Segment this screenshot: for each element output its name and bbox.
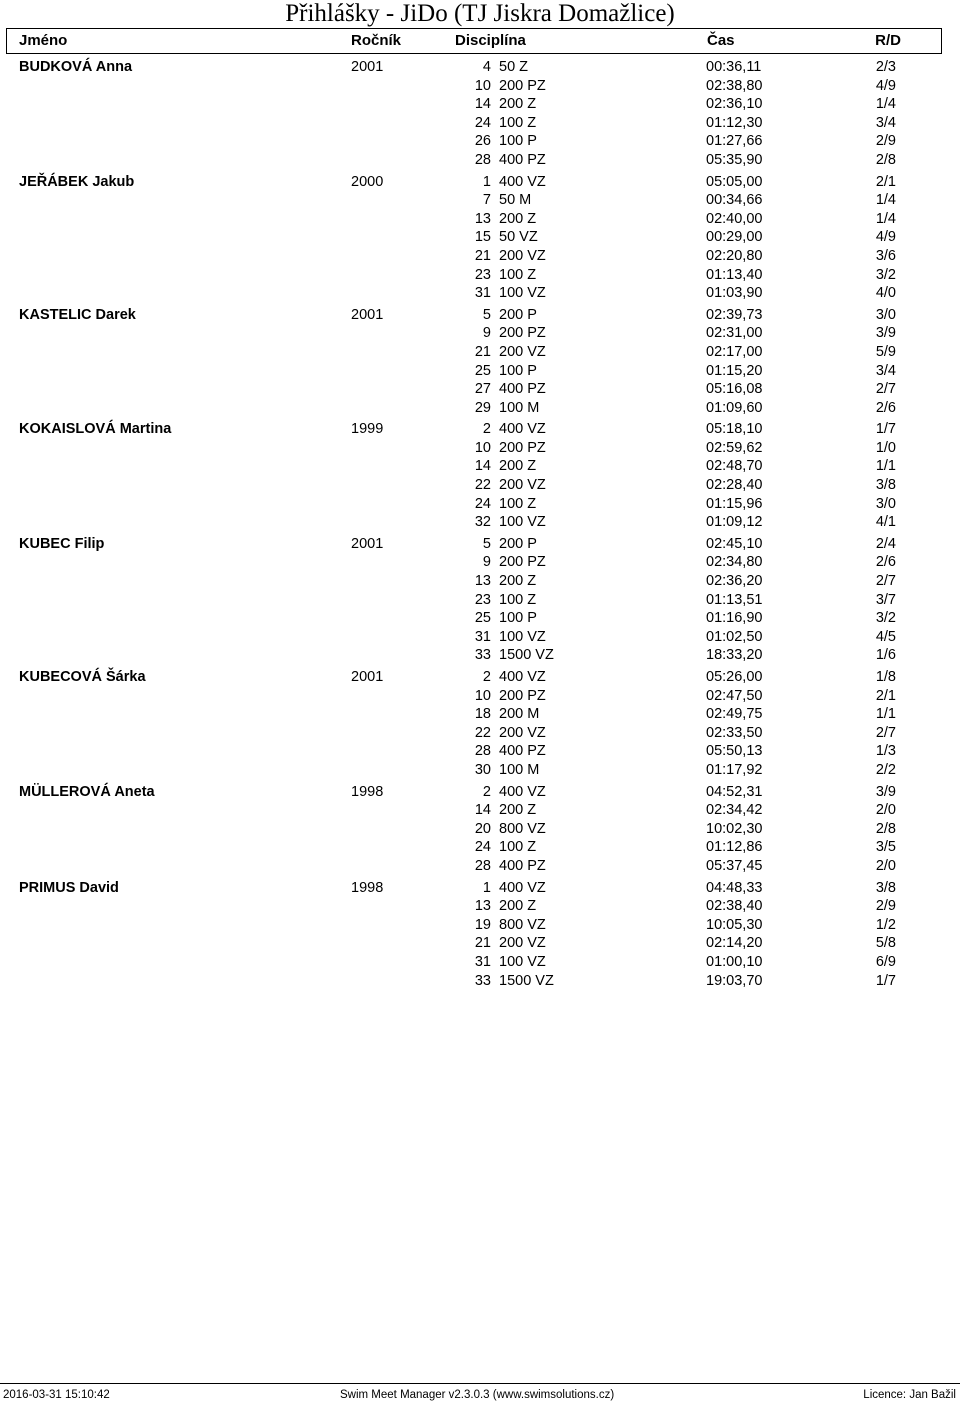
table-row xyxy=(0,210,960,229)
event-discipline: 100 VZ xyxy=(499,285,546,302)
event-number: 28 xyxy=(474,151,491,168)
heat-lane: 2/6 xyxy=(875,554,896,571)
heat-lane: 3/4 xyxy=(875,362,896,379)
heat-lane: 1/6 xyxy=(875,647,896,664)
table-row xyxy=(0,324,960,343)
event-number: 21 xyxy=(474,343,491,360)
swimmer-entry xyxy=(0,783,960,876)
event-discipline: 1500 VZ xyxy=(499,972,554,989)
event-discipline: 200 VZ xyxy=(499,247,546,264)
event-number: 31 xyxy=(474,285,491,302)
entry-time: 05:37,45 xyxy=(706,857,763,874)
event-discipline: 200 Z xyxy=(499,210,537,227)
footer-license: Licence: Jan Bažil xyxy=(863,1389,956,1401)
event-number: 13 xyxy=(474,210,491,227)
event-number: 31 xyxy=(474,628,491,645)
heat-lane: 2/7 xyxy=(875,381,896,398)
event-discipline: 100 VZ xyxy=(499,628,546,645)
heat-lane: 1/3 xyxy=(875,743,896,760)
heat-lane: 2/7 xyxy=(875,724,896,741)
event-discipline: 200 P xyxy=(499,535,537,552)
footer-datetime: 2016-03-31 15:10:42 xyxy=(3,1389,110,1401)
event-number: 10 xyxy=(474,687,491,704)
event-discipline: 50 VZ xyxy=(499,229,538,246)
event-discipline: 400 PZ xyxy=(499,743,546,760)
entry-time: 02:20,80 xyxy=(706,247,763,264)
table-row xyxy=(0,114,960,133)
event-number: 30 xyxy=(474,761,491,778)
table-row xyxy=(0,742,960,761)
event-number: 5 xyxy=(482,306,491,323)
table-row xyxy=(0,284,960,303)
event-number: 10 xyxy=(474,77,491,94)
event-number: 14 xyxy=(474,802,491,819)
entry-time: 02:38,80 xyxy=(706,77,763,94)
heat-lane: 5/9 xyxy=(875,343,896,360)
event-number: 33 xyxy=(474,647,491,664)
event-discipline: 200 Z xyxy=(499,573,537,590)
table-row xyxy=(0,879,960,898)
event-number: 26 xyxy=(474,133,491,150)
heat-lane: 3/2 xyxy=(875,266,896,283)
table-row xyxy=(0,591,960,610)
heat-lane: 3/9 xyxy=(875,783,896,800)
event-number: 2 xyxy=(482,783,491,800)
event-discipline: 400 PZ xyxy=(499,857,546,874)
entry-time: 02:49,75 xyxy=(706,706,763,723)
event-number: 18 xyxy=(474,706,491,723)
heat-lane: 2/8 xyxy=(875,151,896,168)
event-discipline: 200 Z xyxy=(499,898,537,915)
entry-time: 10:02,30 xyxy=(706,820,763,837)
column-header-discipline: Disciplína xyxy=(455,32,526,49)
heat-lane: 2/8 xyxy=(875,820,896,837)
event-number: 1 xyxy=(482,173,491,190)
column-header-time: Čas xyxy=(707,32,735,49)
entry-time: 01:15,96 xyxy=(706,495,763,512)
heat-lane: 1/8 xyxy=(875,669,896,685)
event-number: 32 xyxy=(474,514,491,531)
page-footer xyxy=(0,1383,960,1406)
event-discipline: 100 Z xyxy=(499,591,537,608)
table-row xyxy=(0,380,960,399)
heat-lane: 1/1 xyxy=(875,458,896,475)
entry-time: 01:03,90 xyxy=(706,285,763,302)
event-number: 28 xyxy=(474,743,491,760)
heat-lane: 4/9 xyxy=(875,77,896,94)
event-number: 21 xyxy=(474,247,491,264)
table-row xyxy=(0,399,960,418)
heat-lane: 5/8 xyxy=(875,935,896,952)
event-number: 24 xyxy=(474,839,491,856)
table-row xyxy=(0,857,960,876)
column-header-name: Jméno xyxy=(19,32,68,49)
table-row xyxy=(0,838,960,857)
table-row xyxy=(0,95,960,114)
entry-time: 01:16,90 xyxy=(706,610,763,627)
heat-lane: 2/0 xyxy=(875,857,896,874)
heat-lane: 2/9 xyxy=(875,898,896,915)
event-discipline: 1500 VZ xyxy=(499,647,554,664)
entry-time: 04:52,31 xyxy=(706,783,763,800)
column-header-year: Ročník xyxy=(351,32,402,49)
table-row xyxy=(0,191,960,210)
event-number: 2 xyxy=(482,669,491,685)
heat-lane: 1/0 xyxy=(875,439,896,456)
entry-time: 05:16,08 xyxy=(706,381,763,398)
entry-time: 02:28,40 xyxy=(706,477,763,494)
entry-time: 19:03,70 xyxy=(706,972,763,989)
table-row xyxy=(0,953,960,972)
event-number: 10 xyxy=(474,439,491,456)
heat-lane: 1/4 xyxy=(875,96,896,113)
event-number: 15 xyxy=(474,229,491,246)
table-row xyxy=(0,628,960,647)
swimmer-name: PRIMUS David xyxy=(19,879,119,896)
event-number: 28 xyxy=(474,857,491,874)
event-discipline: 200 Z xyxy=(499,96,537,113)
event-number: 7 xyxy=(482,192,491,209)
entry-time: 02:31,00 xyxy=(706,325,763,342)
table-row xyxy=(0,934,960,953)
table-row xyxy=(0,343,960,362)
table-row xyxy=(0,513,960,532)
table-row xyxy=(0,572,960,591)
event-number: 27 xyxy=(474,381,491,398)
entry-time: 01:12,30 xyxy=(706,114,763,131)
event-number: 31 xyxy=(474,953,491,970)
event-number: 25 xyxy=(474,610,491,627)
heat-lane: 4/5 xyxy=(875,628,896,645)
entry-time: 02:45,10 xyxy=(706,535,763,552)
table-row xyxy=(0,247,960,266)
heat-lane: 3/8 xyxy=(875,477,896,494)
event-number: 24 xyxy=(474,114,491,131)
table-row xyxy=(0,495,960,514)
event-discipline: 100 M xyxy=(499,399,540,416)
birth-year: 2001 xyxy=(351,59,384,75)
event-number: 22 xyxy=(474,724,491,741)
swimmer-name: KUBECOVÁ Šárka xyxy=(19,669,146,685)
event-number: 13 xyxy=(474,898,491,915)
event-discipline: 400 PZ xyxy=(499,381,546,398)
event-discipline: 100 P xyxy=(499,610,537,627)
table-row xyxy=(0,820,960,839)
swimmer-name: KUBEC Filip xyxy=(19,535,105,552)
entry-time: 02:40,00 xyxy=(706,210,763,227)
heat-lane: 2/1 xyxy=(875,687,896,704)
birth-year: 1998 xyxy=(351,879,384,896)
birth-year: 2001 xyxy=(351,669,384,685)
event-discipline: 100 P xyxy=(499,362,537,379)
heat-lane: 3/0 xyxy=(875,306,896,323)
entry-time: 05:05,00 xyxy=(706,173,763,190)
birth-year: 2000 xyxy=(351,173,384,190)
table-row xyxy=(0,609,960,628)
event-discipline: 400 PZ xyxy=(499,151,546,168)
entry-time: 18:33,20 xyxy=(706,647,763,664)
event-discipline: 200 Z xyxy=(499,802,537,819)
entry-time: 05:26,00 xyxy=(706,669,763,685)
swimmer-name: BUDKOVÁ Anna xyxy=(19,59,133,75)
entry-time: 01:13,51 xyxy=(706,591,763,608)
entry-time: 01:17,92 xyxy=(706,761,763,778)
entry-time: 00:34,66 xyxy=(706,192,763,209)
heat-lane: 1/4 xyxy=(875,192,896,209)
event-discipline: 100 M xyxy=(499,761,540,778)
event-discipline: 400 VZ xyxy=(499,669,546,685)
entry-time: 02:34,80 xyxy=(706,554,763,571)
footer-app: Swim Meet Manager v2.3.0.3 (www.swimsolutions.cz) xyxy=(340,1389,615,1401)
event-number: 5 xyxy=(482,535,491,552)
event-discipline: 100 VZ xyxy=(499,953,546,970)
heat-lane: 6/9 xyxy=(875,953,896,970)
heat-lane: 3/8 xyxy=(875,879,896,896)
event-number: 4 xyxy=(482,59,491,75)
swimmer-entry xyxy=(0,668,960,780)
birth-year: 1999 xyxy=(351,421,384,438)
table-row xyxy=(0,668,960,687)
column-header-rd: R/D xyxy=(875,32,901,49)
table-row xyxy=(0,783,960,802)
birth-year: 2001 xyxy=(351,306,384,323)
entry-time: 02:17,00 xyxy=(706,343,763,360)
event-number: 9 xyxy=(482,554,491,571)
heat-lane: 4/0 xyxy=(875,285,896,302)
event-number: 2 xyxy=(482,421,491,438)
event-discipline: 200 M xyxy=(499,706,540,723)
heat-lane: 2/1 xyxy=(875,173,896,190)
birth-year: 2001 xyxy=(351,535,384,552)
page-title: Přihlášky - JiDo (TJ Jiskra Domažlice) xyxy=(285,0,675,27)
event-number: 25 xyxy=(474,362,491,379)
event-discipline: 400 VZ xyxy=(499,783,546,800)
event-discipline: 200 PZ xyxy=(499,687,546,704)
entry-time: 01:00,10 xyxy=(706,953,763,970)
heat-lane: 2/9 xyxy=(875,133,896,150)
event-number: 29 xyxy=(474,399,491,416)
event-discipline: 800 VZ xyxy=(499,820,546,837)
heat-lane: 1/2 xyxy=(875,916,896,933)
heat-lane: 2/2 xyxy=(875,761,896,778)
heat-lane: 3/2 xyxy=(875,610,896,627)
event-number: 1 xyxy=(482,879,491,896)
event-number: 24 xyxy=(474,495,491,512)
heat-lane: 3/6 xyxy=(875,247,896,264)
table-row xyxy=(0,457,960,476)
event-discipline: 100 P xyxy=(499,133,537,150)
entry-time: 01:09,12 xyxy=(706,514,763,531)
table-row xyxy=(0,132,960,151)
event-number: 13 xyxy=(474,573,491,590)
heat-lane: 1/7 xyxy=(875,972,896,989)
entry-time: 05:18,10 xyxy=(706,421,763,438)
event-discipline: 100 Z xyxy=(499,114,537,131)
entry-time: 02:48,70 xyxy=(706,458,763,475)
event-discipline: 200 P xyxy=(499,306,537,323)
event-discipline: 200 VZ xyxy=(499,935,546,952)
swimmer-entry xyxy=(0,420,960,532)
event-number: 20 xyxy=(474,820,491,837)
swimmer-entry xyxy=(0,173,960,303)
table-row xyxy=(0,439,960,458)
event-number: 23 xyxy=(474,266,491,283)
table-row xyxy=(0,362,960,381)
heat-lane: 4/9 xyxy=(875,229,896,246)
table-row xyxy=(0,266,960,285)
table-row xyxy=(0,972,960,991)
heat-lane: 1/7 xyxy=(875,421,896,438)
event-discipline: 800 VZ xyxy=(499,916,546,933)
entry-time: 02:34,42 xyxy=(706,802,763,819)
swimmer-entry xyxy=(0,306,960,418)
swimmer-name: KOKAISLOVÁ Martina xyxy=(19,421,172,438)
heat-lane: 2/7 xyxy=(875,573,896,590)
table-row xyxy=(0,420,960,439)
event-number: 33 xyxy=(474,972,491,989)
swimmer-name: JEŘÁBEK Jakub xyxy=(19,173,135,190)
event-number: 14 xyxy=(474,458,491,475)
table-row xyxy=(0,535,960,554)
heat-lane: 2/4 xyxy=(875,535,896,552)
table-row xyxy=(0,58,960,77)
table-row xyxy=(0,897,960,916)
entry-time: 02:14,20 xyxy=(706,935,763,952)
entry-time: 05:35,90 xyxy=(706,151,763,168)
swimmer-entry xyxy=(0,535,960,665)
entry-time: 02:33,50 xyxy=(706,724,763,741)
heat-lane: 1/4 xyxy=(875,210,896,227)
entry-time: 01:12,86 xyxy=(706,839,763,856)
heat-lane: 3/5 xyxy=(875,839,896,856)
event-number: 22 xyxy=(474,477,491,494)
entry-time: 02:36,10 xyxy=(706,96,763,113)
table-row xyxy=(0,705,960,724)
swimmer-name: KASTELIC Darek xyxy=(19,306,136,323)
event-discipline: 400 VZ xyxy=(499,879,546,896)
event-discipline: 200 VZ xyxy=(499,724,546,741)
event-number: 14 xyxy=(474,96,491,113)
entry-time: 04:48,33 xyxy=(706,879,763,896)
table-row xyxy=(0,306,960,325)
entry-time: 01:13,40 xyxy=(706,266,763,283)
entry-time: 01:15,20 xyxy=(706,362,763,379)
heat-lane: 2/6 xyxy=(875,399,896,416)
event-discipline: 200 PZ xyxy=(499,325,546,342)
event-discipline: 200 PZ xyxy=(499,77,546,94)
event-discipline: 100 Z xyxy=(499,266,537,283)
table-row xyxy=(0,151,960,170)
event-discipline: 50 M xyxy=(499,192,532,209)
heat-lane: 3/0 xyxy=(875,495,896,512)
event-number: 9 xyxy=(482,325,491,342)
entry-time: 01:09,60 xyxy=(706,399,763,416)
event-discipline: 400 VZ xyxy=(499,173,546,190)
heat-lane: 3/7 xyxy=(875,591,896,608)
event-discipline: 200 PZ xyxy=(499,554,546,571)
table-row xyxy=(0,724,960,743)
swimmer-entry xyxy=(0,879,960,991)
event-discipline: 100 Z xyxy=(499,839,537,856)
heat-lane: 3/9 xyxy=(875,325,896,342)
table-row xyxy=(0,77,960,96)
birth-year: 1998 xyxy=(351,783,384,800)
table-row xyxy=(0,801,960,820)
table-row xyxy=(0,553,960,572)
table-row xyxy=(0,646,960,665)
table-header xyxy=(6,28,942,54)
table-row xyxy=(0,228,960,247)
event-discipline: 200 PZ xyxy=(499,439,546,456)
entry-time: 02:38,40 xyxy=(706,898,763,915)
entry-time: 02:59,62 xyxy=(706,439,763,456)
table-row xyxy=(0,476,960,495)
entry-time: 00:36,11 xyxy=(706,59,762,75)
heat-lane: 2/3 xyxy=(875,59,896,75)
entry-time: 05:50,13 xyxy=(706,743,763,760)
event-number: 21 xyxy=(474,935,491,952)
table-row xyxy=(0,687,960,706)
entry-time: 00:29,00 xyxy=(706,229,763,246)
heat-lane: 1/1 xyxy=(875,706,896,723)
event-discipline: 200 VZ xyxy=(499,477,546,494)
heat-lane: 4/1 xyxy=(875,514,896,531)
heat-lane: 3/4 xyxy=(875,114,896,131)
entry-time: 01:02,50 xyxy=(706,628,763,645)
event-discipline: 100 Z xyxy=(499,495,537,512)
event-discipline: 50 Z xyxy=(499,59,529,75)
heat-lane: 2/0 xyxy=(875,802,896,819)
event-discipline: 100 VZ xyxy=(499,514,546,531)
event-number: 19 xyxy=(474,916,491,933)
entries-list xyxy=(0,58,960,993)
entry-time: 02:36,20 xyxy=(706,573,763,590)
table-row xyxy=(0,916,960,935)
entry-time: 02:39,73 xyxy=(706,306,763,323)
entry-time: 10:05,30 xyxy=(706,916,763,933)
swimmer-name: MÜLLEROVÁ Aneta xyxy=(19,783,155,800)
table-row xyxy=(0,761,960,780)
event-discipline: 200 Z xyxy=(499,458,537,475)
entry-time: 02:47,50 xyxy=(706,687,763,704)
swimmer-entry xyxy=(0,58,960,170)
table-row xyxy=(0,173,960,192)
event-discipline: 400 VZ xyxy=(499,421,546,438)
event-discipline: 200 VZ xyxy=(499,343,546,360)
entry-time: 01:27,66 xyxy=(706,133,763,150)
event-number: 23 xyxy=(474,591,491,608)
